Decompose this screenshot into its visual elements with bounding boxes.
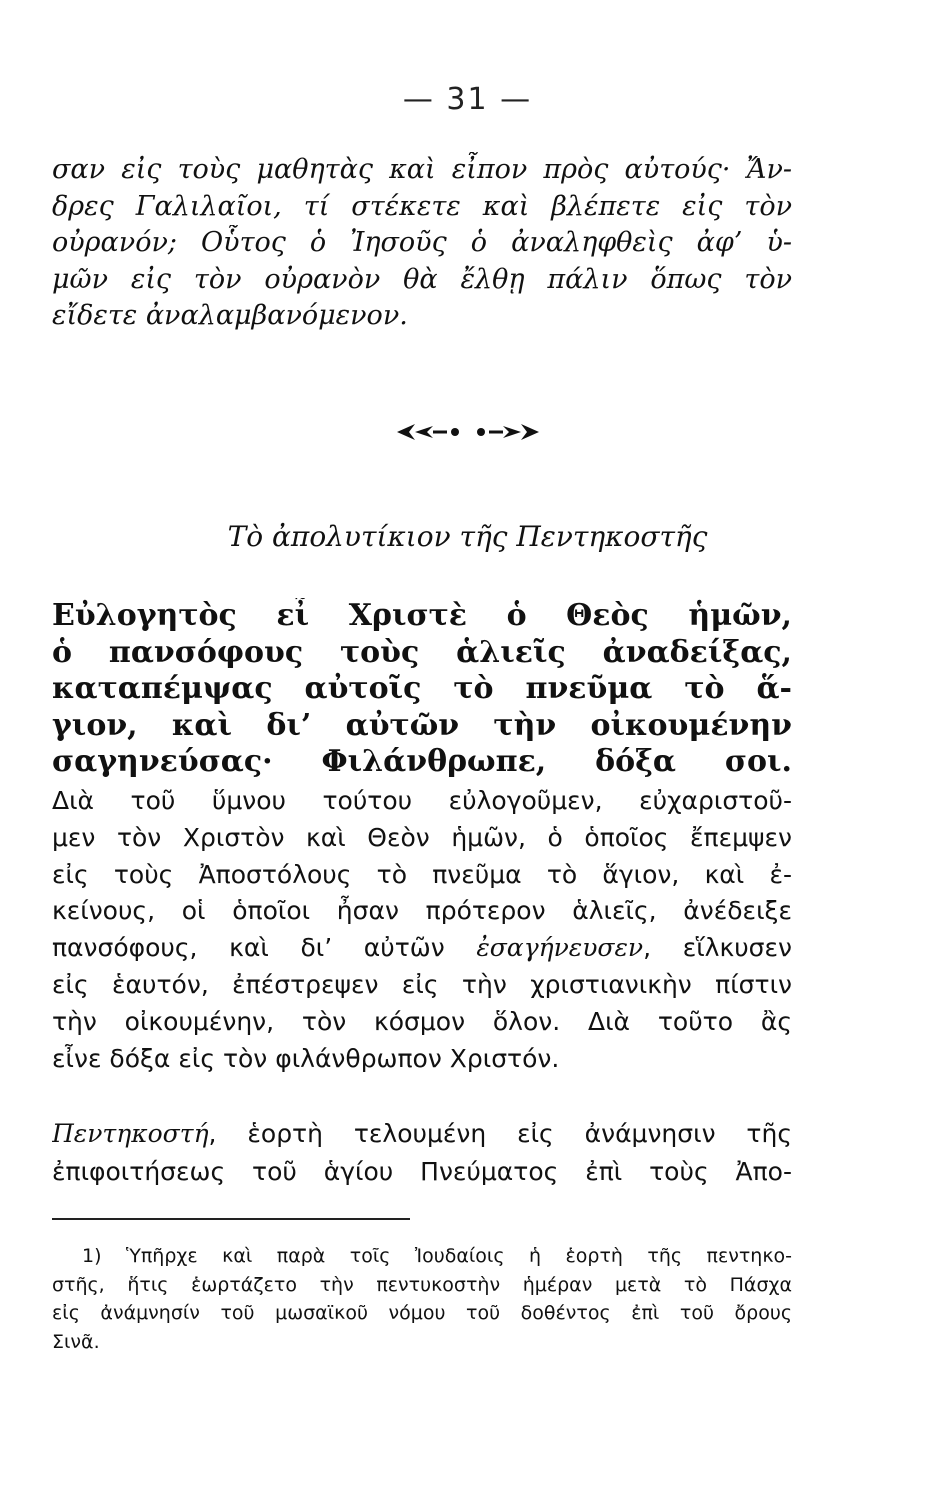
text-line: μῶν εἰς τὸν οὐρανὸν θὰ ἔλθῃ πάλιν ὅπως τὸν [52, 263, 792, 295]
paragraph-lead-word: Πεντηκοστή [52, 1119, 209, 1148]
pentecost-paragraph [52, 1115, 792, 1191]
footnote-line: 1) Ὑπῆρχε καὶ παρὰ τοῖς Ἰουδαίοις ἡ ἑορτὴ τῆς πεντηκο- [82, 1245, 792, 1267]
text-line: κείνους, οἱ ὁποῖοι ἦσαν πρότερον ἁλιεῖς, ἀνέδειξε [52, 896, 792, 926]
italic-word: ἐσαγήνευσεν [476, 933, 644, 963]
footnote [52, 1242, 792, 1356]
text-line: σαν εἰς τοὺς μαθητὰς καὶ εἶπον πρὸς αὐτούς· Ἄν- [52, 154, 792, 185]
hymn-line: ὁ πανσόφους τοὺς ἁλιεῖς ἀναδείξας, [52, 634, 792, 670]
text-line: μεν τὸν Χριστὸν καὶ Θεὸν ἡμῶν, ὁ ὁποῖος ἔπεμψεν [52, 822, 792, 852]
footnote-line: Σινᾶ. [52, 1330, 100, 1353]
hymn-line: σαγηνεύσας· Φιλάνθρωπε, δόξα σοι. [52, 744, 792, 779]
text-line: εἴδετε ἀναλαμβανόμενον. [52, 300, 408, 331]
text-line: εἶνε δόξα εἰς τὸν φιλάνθρωπον Χριστόν. [52, 1043, 560, 1073]
text-line: οὐρανόν; Οὗτος ὁ Ἰησοῦς ὁ ἀναληφθεὶς ἀφ’ ὑ- [52, 227, 792, 258]
fleuron-ornament-icon [0, 418, 935, 450]
footnote-divider [52, 1218, 410, 1220]
italic-paragraph [52, 152, 792, 335]
text-line: πανσόφους, καὶ δι’ αὐτῶν ἐσαγήνευσεν, εἵλκυσεν [52, 933, 792, 963]
hymn-line: γιον, καὶ δι’ αὐτῶν τὴν οἰκουμένην [52, 707, 792, 743]
text-line: εἰς τοὺς Ἀποστόλους τὸ πνεῦμα τὸ ἅγιον, καὶ ἐ- [52, 859, 792, 889]
section-subtitle: Τὸ ἀπολυτίκιον τῆς Πεντηκοστῆς [227, 520, 708, 553]
text-line: εἰς ἑαυτόν, ἐπέστρεψεν εἰς τὴν χριστιανικὴν πίστιν [52, 969, 792, 999]
text-line: ἐπιφοιτήσεως τοῦ ἁγίου Πνεύματος ἐπὶ τοὺς Ἀπο- [52, 1157, 792, 1186]
commentary-paragraph [52, 783, 792, 1077]
footnote-line: εἰς ἀνάμνησίν τοῦ μωσαϊκοῦ νόμου τοῦ δοθέντος ἐπὶ τοῦ ὄρους [52, 1302, 792, 1324]
text-line: Διὰ τοῦ ὕμνου τούτου εὐλογοῦμεν, εὐχαριστοῦ- [52, 786, 792, 815]
hymn-line: καταπέμψας αὐτοῖς τὸ πνεῦμα τὸ ἅ- [52, 671, 792, 706]
text-line: δρες Γαλιλαῖοι, τί στέκετε καὶ βλέπετε εἰς τὸν [52, 190, 792, 222]
text-line: τὴν οἰκουμένην, τὸν κόσμον ὅλον. Διὰ τοῦτο ἂς [52, 1006, 792, 1036]
hymn-text [52, 598, 792, 781]
page-number: — 31 — [402, 82, 533, 117]
text-line: Πεντηκοστή, ἑορτὴ τελουμένη εἰς ἀνάμνησιν τῆς [52, 1119, 792, 1148]
hymn-line: Εὐλογητὸς εἶ Χριστὲ ὁ Θεὸς ἡμῶν, [52, 598, 792, 633]
footnote-line: στῆς, ἥτις ἑωρτάζετο τὴν πεντυκοστὴν ἡμέραν μετὰ τὸ Πάσχα [52, 1273, 792, 1296]
